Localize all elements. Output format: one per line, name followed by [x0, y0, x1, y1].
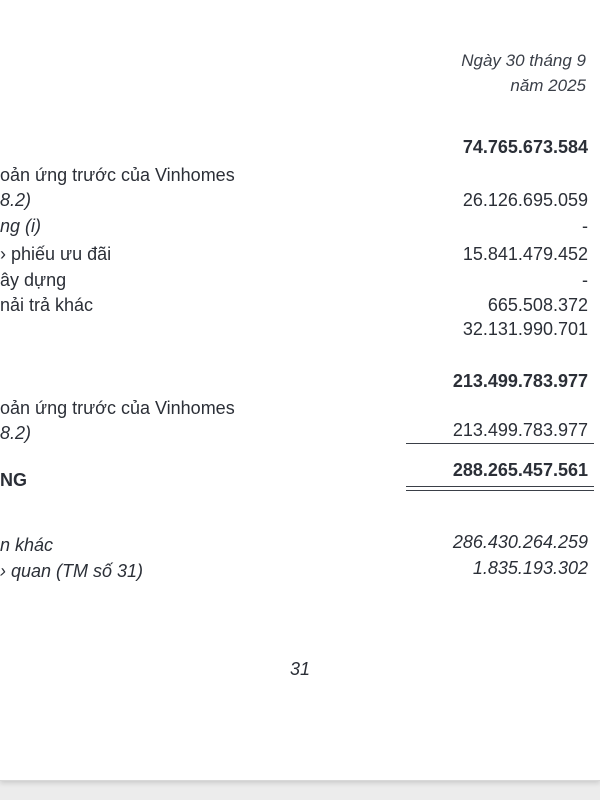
row-label-item-i: ng (i): [0, 216, 42, 236]
row-value-advance-vinhomes: 26.126.695.059: [462, 190, 588, 210]
row-value-other-payables: 665.508.372: [487, 295, 588, 315]
date-line-1: Ngày 30 tháng 9: [461, 51, 586, 70]
row-label-note-8-2: 8.2): [0, 190, 32, 210]
row-label-other-payables: nải trả khác: [0, 295, 94, 315]
row-label-advance-vinhomes-long-term: oản ứng trước của Vinhomes: [0, 398, 235, 418]
row-label-construction: ây dựng: [0, 270, 67, 290]
page-number: 31: [289, 659, 311, 679]
row-value-advance-vinhomes-long-term: 213.499.783.977: [452, 420, 588, 440]
subtotal-long-term-value: 213.499.783.977: [452, 371, 588, 391]
row-label-related-parties: › quan (TM số 31): [0, 561, 144, 581]
row-value-item-i: -: [582, 216, 588, 236]
row-label-advance-vinhomes: oản ứng trước của Vinhomes: [0, 165, 235, 185]
date-line-2: năm 2025: [510, 76, 586, 95]
row-value-construction: -: [582, 270, 588, 290]
row-label-preferred-bonds: › phiếu ưu đãi: [0, 244, 112, 264]
row-value-related-parties: 1.835.193.302: [472, 558, 588, 578]
total-label: NG: [0, 470, 27, 490]
row-value-other-parties: 286.430.264.259: [452, 532, 588, 552]
subtotal-current-liabilities-value: 74.765.673.584: [462, 137, 588, 157]
single-underline: [406, 443, 594, 444]
row-value-preferred-bonds: 15.841.479.452: [462, 244, 588, 264]
row-label-other-parties: n khác: [0, 535, 54, 555]
row-value-other: 32.131.990.701: [462, 319, 588, 339]
date-header: [461, 48, 586, 98]
double-underline-top: [406, 486, 594, 487]
total-value: 288.265.457.561: [452, 460, 588, 480]
double-underline-bottom: [406, 490, 594, 491]
row-label-note-8-2-long-term: 8.2): [0, 423, 32, 443]
